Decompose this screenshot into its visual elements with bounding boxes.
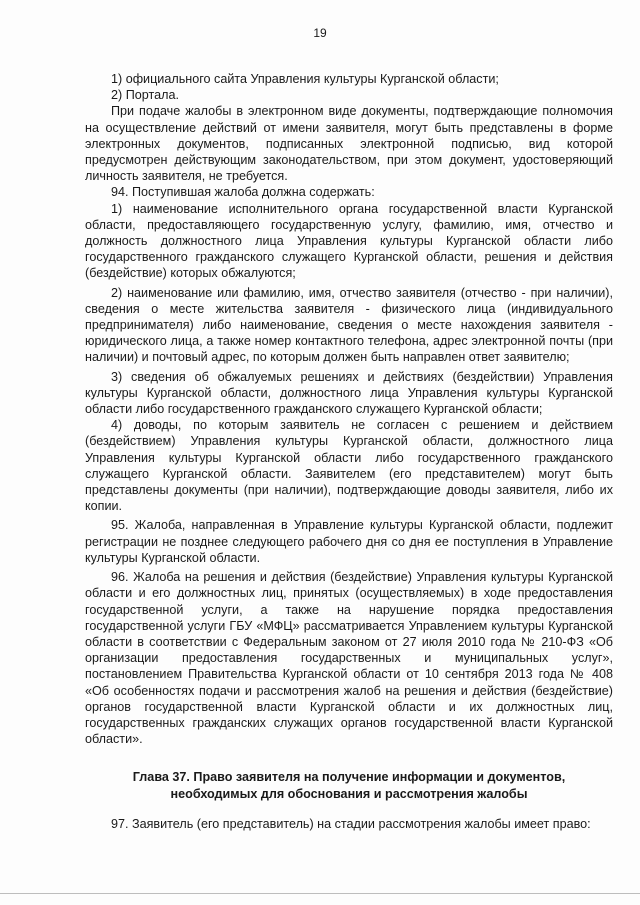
paragraph-item-1: 1) официального сайта Управления культуры Курганской области; [111,72,499,86]
paragraph-95: 95. Жалоба, направленная в Управление культуры Курганской области, подлежит регистрации не позднее следующего рабочего дня со дня ее поступления в Управление культуры Курганской области. [85,518,613,565]
paragraph-94-item-1: 1) наименование исполнительного органа государственной власти Курганской области, предоставляющего государственную услугу, фамилию, имя, отчество и должность должностного лица Управления культуры Курганской области либо государственного гражданского служащего Курганской области, решения и действия (бездействие) которых обжалуются; [85,201,613,281]
paragraph-94-item-2: 2) наименование или фамилию, имя, отчество заявителя (отчество - при наличии), сведения о месте жительства заявителя - физического лица (индивидуального предпринимателя) либо наименование, сведения о месте нахождения заявителя - юридического лица, а также номер контактного телефона, адрес электронной почты (при наличии) и почтовый адрес, по которым должен быть направлен ответ заявителю; [85,285,613,365]
paragraph-item-2: 2) Портала. [111,88,179,103]
paragraph-electronic-submission: При подаче жалобы в электронном виде документы, подтверждающие полномочия на осуществление действий от имени заявителя, могут быть представлены в форме электронных документов, подписанных электронной подписью, вид которой предусмотрен действующим законодательством, при этом документ, удостоверяющий личность заявителя, не требуется. [85,104,613,184]
paragraph-97: 97. Заявитель (его представитель) на стадии рассмотрения жалобы имеет право: [111,816,591,831]
paragraph-94-item-3: 3) сведения об обжалуемых решениях и действиях (бездействии) Управления культуры Курганской области, должностного лица Управления культуры Курганской области либо государственного гражданского служащего Курганской области; [85,369,613,417]
paragraph-96: 96. Жалоба на решения и действия (бездействие) Управления культуры Курганской области и его должностных лиц, принятых (осуществляемых) в ходе предоставления государственной услуги, а также на нарушение порядка предоставления государственной услуги ГБУ «МФЦ» рассматривается Управлением культуры Курганской области в соответствии с Федеральным законом от 27 июля 2010 года № 210-ФЗ «Об организации предоставления государственных и муниципальных услуг», постановлением Правительства Курганской области от 10 сентября 2013 года № 408 «Об особенностях подачи и рассмотрения жалоб на решения и действия (бездействие) органов государственной власти Курганской области и их должностных лиц, государственных гражданских служащих органов государственной власти Курганской области». [85,570,613,747]
paragraph-94: 94. Поступившая жалоба должна содержать: [111,185,375,200]
paragraph-94-item-4: 4) доводы, по которым заявитель не согласен с решением и действием (бездействием) Управления культуры Курганской области, должностного лица Управления культуры Курганской области либо государственного гражданского служащего Курганской области. Заявителем (его представителем) могут быть представлены документы (при наличии), подтверждающие доводы заявителя, либо их копии. [85,418,613,514]
chapter-heading: Глава 37. Право заявителя на получение информации и документов, необходимых для обоснования и рассмотрения жалобы [132,770,566,801]
page-number: 19 [313,26,327,40]
page-bottom-edge [0,893,640,894]
document-body [85,71,613,832]
